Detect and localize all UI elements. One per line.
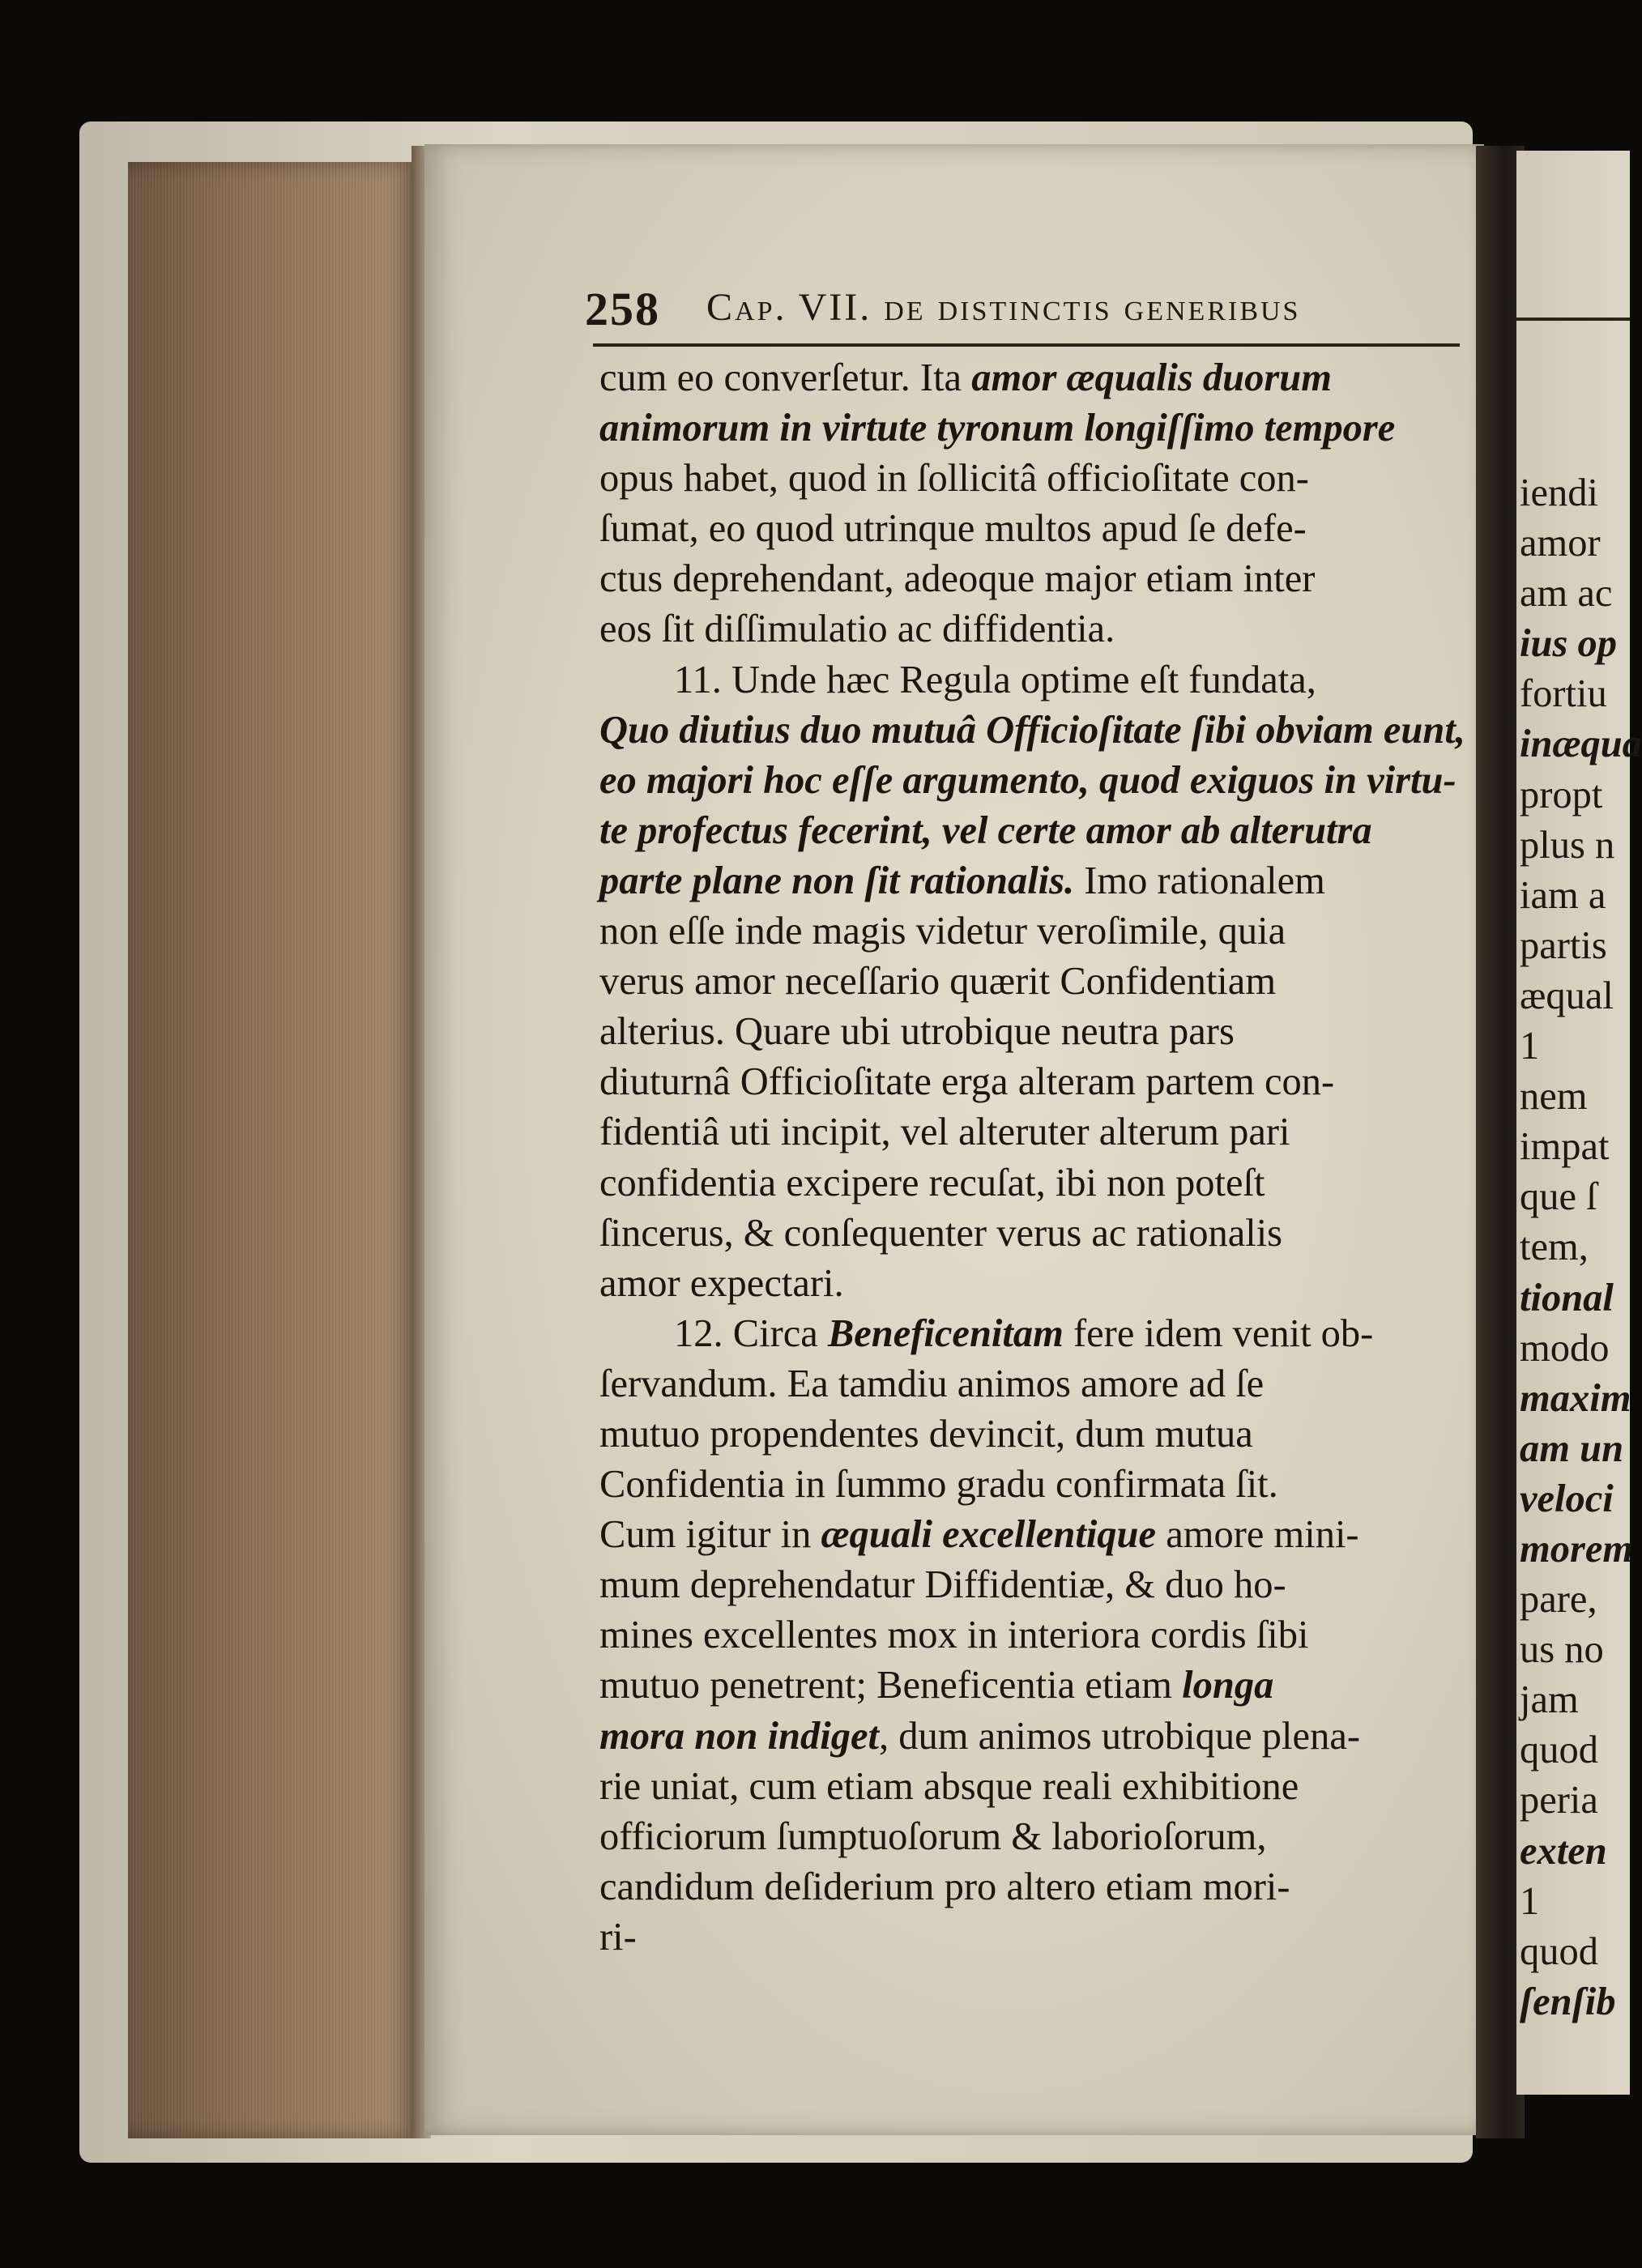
text-line: [599, 1610, 1473, 1660]
text-line: [599, 806, 1473, 856]
text-line: [599, 706, 1473, 756]
right-page-line: jam: [1520, 1678, 1579, 1722]
right-page-line: quod: [1520, 1929, 1598, 1973]
italic-run: longa: [1182, 1664, 1274, 1707]
chapter-heading: Cap. VII. de distinctis generibus: [706, 286, 1301, 329]
right-page-line: plus n: [1520, 823, 1615, 867]
italic-run: æquali excellentique: [821, 1513, 1157, 1557]
text-line: [599, 1007, 1473, 1057]
text-line: [599, 1259, 1473, 1309]
text-line: [599, 1912, 1473, 1963]
right-page-line: 1: [1520, 1025, 1540, 1068]
roman-run: alterius. Quare ubi utrobique neutra pars: [599, 1010, 1235, 1054]
roman-run: amor expectari.: [599, 1261, 844, 1305]
right-page-line: am ac: [1520, 572, 1613, 616]
roman-run: candidum deſiderium pro altero etiam mori-: [599, 1865, 1290, 1908]
right-page-line: maxim: [1520, 1376, 1631, 1420]
roman-run: 11. Unde hæc Regula optime eſt fundata,: [674, 658, 1316, 701]
text-line: [599, 1862, 1473, 1912]
roman-run: mines excellentes mox in interiora cordis ſibi: [599, 1614, 1309, 1657]
right-page-line: amor: [1520, 522, 1601, 565]
text-line: [599, 403, 1473, 454]
text-line: [599, 906, 1473, 957]
text-line: [599, 655, 1473, 706]
italic-run: parte plane non ſit rationalis.: [599, 859, 1075, 902]
roman-run: officiorum ſumptuoſorum & laborioſorum,: [599, 1814, 1267, 1858]
right-page-line: ſenſib: [1520, 1980, 1616, 2023]
italic-run: Beneficenitam: [827, 1311, 1064, 1355]
text-line: [599, 1762, 1473, 1812]
roman-run: verus amor neceſſario quærit Confidentiam: [599, 960, 1277, 1004]
right-page-line: 1: [1520, 1879, 1540, 1923]
roman-run: confidentia excipere recuſat, ibi non poteſt: [599, 1161, 1265, 1204]
right-page-text: [1520, 468, 1642, 2027]
text-line: [599, 1409, 1473, 1460]
roman-run: Imo rationalem: [1074, 859, 1325, 902]
page-number: 258: [585, 283, 660, 335]
text-line: [599, 1812, 1473, 1862]
right-page-line: veloci: [1520, 1477, 1614, 1520]
right-page-line: propt: [1520, 773, 1603, 816]
roman-run: 12. Circa: [674, 1311, 828, 1355]
roman-run: opus habet, quod in ſollicitâ officioſitate con-: [599, 457, 1309, 501]
text-line: [599, 454, 1473, 504]
right-page-line: pare,: [1520, 1578, 1597, 1622]
text-line: [599, 1309, 1473, 1359]
right-page-line: tem,: [1520, 1226, 1589, 1269]
roman-run: ri-: [599, 1915, 637, 1959]
text-line: [599, 856, 1473, 906]
text-line: [599, 1560, 1473, 1610]
text-line: [599, 1209, 1473, 1259]
right-page-line: fortiu: [1520, 672, 1607, 716]
text-line: [599, 554, 1473, 604]
roman-run: ſincerus, & conſequenter verus ac rationalis: [599, 1211, 1283, 1255]
running-head: [585, 282, 1452, 339]
right-page-line: us no: [1520, 1628, 1604, 1672]
roman-run: mum deprehendatur Diffidentiæ, & duo ho-: [599, 1563, 1286, 1607]
italic-run: Quo diutius duo mutuâ Officioſitate ſibi obviam eunt,: [599, 708, 1465, 752]
right-page-line: impat: [1520, 1125, 1610, 1169]
roman-run: Cum igitur in: [599, 1513, 821, 1557]
text-line: [599, 1158, 1473, 1209]
text-line: [599, 756, 1473, 806]
text-line: [599, 1057, 1473, 1107]
roman-run: eos ſit diſſimulatio ac diffidentia.: [599, 608, 1115, 651]
italic-run: mora non indiget: [599, 1714, 879, 1758]
roman-run: mutuo propendentes devincit, dum mutua: [599, 1412, 1253, 1456]
roman-run: , dum animos utrobique plena-: [878, 1714, 1360, 1758]
text-line: [599, 1460, 1473, 1510]
roman-run: cum eo converſetur. Ita: [599, 356, 972, 399]
right-page-line: iendi: [1520, 471, 1598, 514]
roman-run: non eſſe inde magis videtur veroſimile, quia: [599, 910, 1286, 953]
right-page-line: æqual: [1520, 974, 1614, 1017]
italic-run: eo majori hoc eſſe argumento, quod exiguos in virtu-: [599, 758, 1456, 802]
text-line: [599, 353, 1473, 403]
roman-run: mutuo penetrent; Beneficentia etiam: [599, 1664, 1183, 1707]
text-line: [599, 1660, 1473, 1711]
text-line: [599, 1712, 1473, 1762]
right-page-line: am un: [1520, 1426, 1624, 1470]
text-line: [599, 957, 1473, 1007]
right-page-line: peria: [1520, 1779, 1598, 1823]
roman-run: fere idem venit ob-: [1063, 1311, 1374, 1355]
roman-run: ctus deprehendant, adeoque major etiam inter: [599, 557, 1316, 601]
text-line: [599, 504, 1473, 554]
roman-run: rie uniat, cum etiam absque reali exhibitione: [599, 1764, 1299, 1808]
text-line: [599, 1359, 1473, 1409]
text-line: [599, 1107, 1473, 1157]
roman-run: fidentiâ uti incipit, vel alteruter alterum pari: [599, 1111, 1290, 1154]
header-rule: [593, 343, 1460, 347]
right-page-line: que ſ: [1520, 1175, 1597, 1219]
text-line: [599, 1510, 1473, 1560]
right-page-fragment: [1516, 151, 1642, 2095]
roman-run: ſumat, eo quod utrinque multos apud ſe defe-: [599, 507, 1307, 551]
italic-run: amor æqualis duorum: [971, 356, 1332, 399]
right-page-rule: [1516, 318, 1630, 321]
italic-run: te profectus fecerint, vel certe amor ab alterutra: [599, 808, 1372, 852]
italic-run: animorum in virtute tyronum longiſſimo tempore: [599, 407, 1396, 450]
right-page-line: exten: [1520, 1829, 1607, 1873]
right-page-line: nem: [1520, 1075, 1588, 1119]
roman-run: ſervandum. Ea tamdiu animos amore ad ſe: [599, 1362, 1265, 1405]
body-text: [599, 353, 1473, 1963]
right-page-line: quod: [1520, 1729, 1598, 1772]
text-line: [599, 604, 1473, 654]
roman-run: Confidentia in ſummo gradu confirmata ſit.: [599, 1463, 1278, 1507]
roman-run: amore mini-: [1156, 1513, 1359, 1557]
right-page-line: inæqua: [1520, 723, 1642, 766]
right-page-line: ius op: [1520, 622, 1617, 666]
roman-run: diuturnâ Officioſitate erga alteram partem con-: [599, 1060, 1335, 1104]
right-page-line: iam a: [1520, 873, 1606, 917]
right-page-line: tional: [1520, 1276, 1614, 1319]
right-page-line: morem: [1520, 1527, 1634, 1571]
right-page-line: modo: [1520, 1326, 1610, 1370]
right-page-line: partis: [1520, 923, 1607, 967]
page-edges: [128, 162, 420, 2138]
